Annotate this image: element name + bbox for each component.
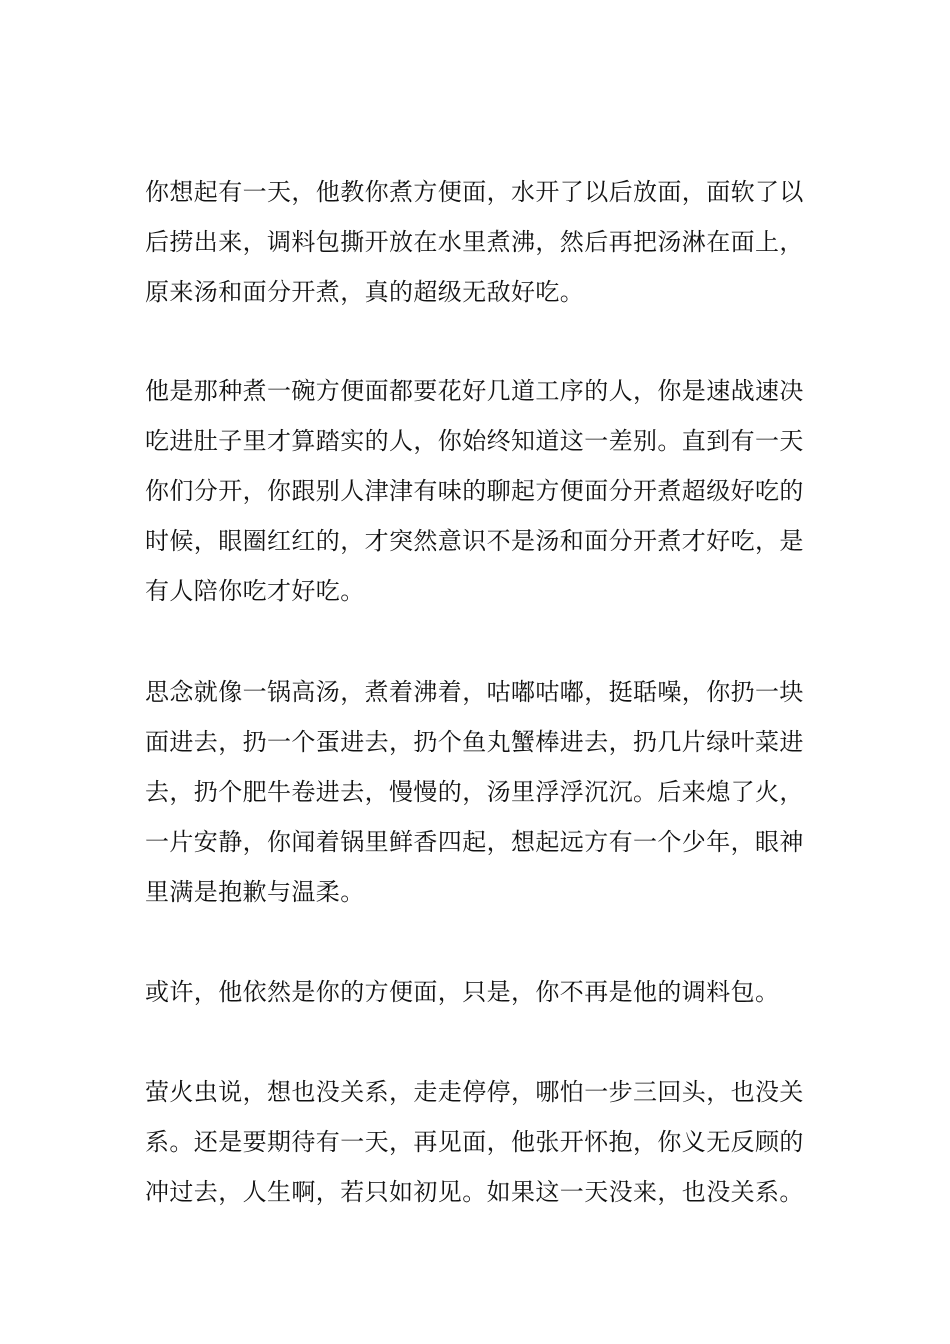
paragraph	[145, 366, 825, 616]
text-line: 面进去，扔一个蛋进去，扔个鱼丸蟹棒进去，扔几片绿叶菜进	[145, 728, 804, 756]
text-line: 一片安静，你闻着锅里鲜香四起，想起远方有一个少年，眼神	[145, 828, 804, 856]
text-line: 时候，眼圈红红的，才突然意识不是汤和面分开煮才好吃，是	[145, 527, 804, 555]
text-line: 或许，他依然是你的方便面，只是，你不再是他的调料包。	[145, 978, 780, 1006]
text-line: 系。还是要期待有一天，再见面，他张开怀抱，你义无反顾的	[145, 1128, 804, 1156]
paragraph	[145, 967, 825, 1017]
text-line: 你们分开，你跟别人津津有味的聊起方便面分开煮超级好吃的	[145, 477, 804, 505]
paragraph	[145, 1067, 825, 1217]
text-line: 他是那种煮一碗方便面都要花好几道工序的人，你是速战速决	[145, 377, 804, 405]
text-line: 里满是抱歉与温柔。	[145, 878, 365, 906]
text-line: 思念就像一锅高汤，煮着沸着，咕嘟咕嘟，挺聒噪，你扔一块	[145, 678, 804, 706]
text-line: 有人陪你吃才好吃。	[145, 577, 365, 605]
text-line: 冲过去，人生啊，若只如初见。如果这一天没来，也没关系。	[145, 1178, 804, 1206]
text-line: 萤火虫说，想也没关系，走走停停，哪怕一步三回头，也没关	[145, 1078, 804, 1106]
text-line: 去，扔个肥牛卷进去，慢慢的，汤里浮浮沉沉。后来熄了火，	[145, 778, 804, 806]
paragraph	[145, 167, 825, 317]
text-line: 原来汤和面分开煮，真的超级无敌好吃。	[145, 278, 585, 306]
text-line: 后捞出来，调料包撕开放在水里煮沸，然后再把汤淋在面上，	[145, 228, 804, 256]
text-line: 你想起有一天，他教你煮方便面，水开了以后放面，面软了以	[145, 178, 804, 206]
text-line: 吃进肚子里才算踏实的人，你始终知道这一差别。直到有一天	[145, 427, 804, 455]
paragraph	[145, 667, 825, 917]
